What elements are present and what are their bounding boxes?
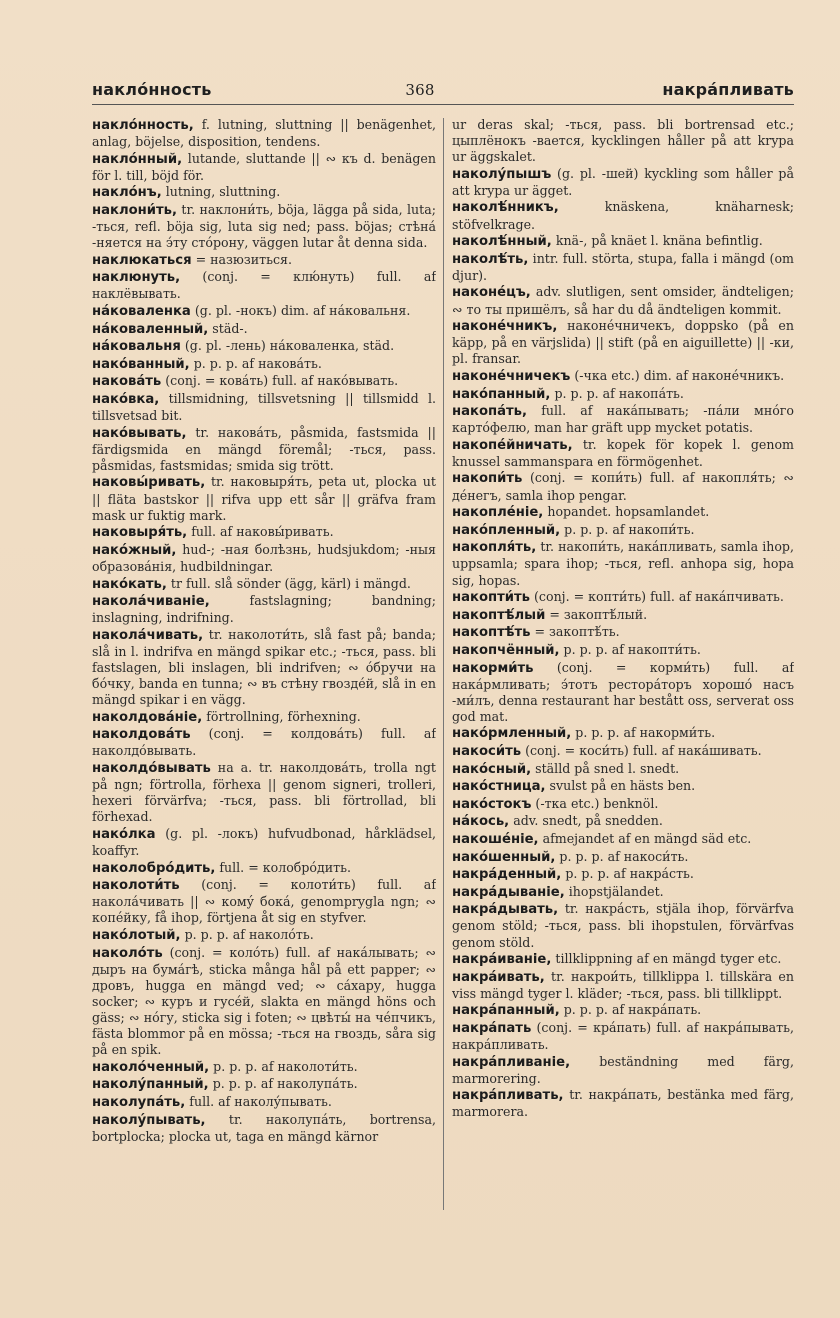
entry-definition: p. p. p. af накрáсть.	[565, 866, 694, 882]
dictionary-entry	[452, 778, 794, 795]
entry-definition: (conj. = крáпать) full. af накрáпывать, накрáпливать.	[452, 1019, 794, 1053]
entry-headword: накрáпливать,	[452, 1088, 564, 1104]
entry-headword: наколáчивать,	[92, 627, 204, 643]
entry-headword: наколѣ́нный,	[452, 234, 552, 250]
entry-headword: наколѣ́ть,	[452, 251, 529, 267]
entry-headword: накоптѣ́ть	[452, 625, 531, 641]
entry-headword: наколу́пывать,	[92, 1112, 206, 1128]
dictionary-entry	[452, 831, 794, 848]
entry-definition: = закоптѣ́ть.	[534, 624, 620, 640]
entry-definition: tr. накрáпать, bestänka med färg, marmorera.	[452, 1087, 794, 1120]
dictionary-entry	[92, 945, 436, 1059]
dictionary-entry	[92, 576, 436, 593]
dictionary-entry	[92, 151, 436, 184]
entry-headword: накóпленный,	[452, 522, 561, 538]
entry-definition: tr. наколупáть, bortrensa, bortplocka; plocka ut, taga en mängd kärnor	[92, 1111, 436, 1144]
entry-definition: = назюзиться.	[195, 251, 292, 267]
column-divider	[443, 118, 444, 1210]
entry-headword: наколдóвывать	[92, 761, 211, 777]
entry-headword: наколу́панный,	[92, 1077, 209, 1093]
dictionary-entry	[92, 593, 436, 626]
page-number: 368	[405, 81, 435, 99]
entry-headword: накопля́ть,	[452, 540, 537, 556]
entry-definition: tr. накопи́ть, накáпливать, samla ihop, uppsamla; spara ihop; -ться, refl. anhopa sig, hopa sig, hopas.	[452, 539, 794, 588]
dictionary-entry	[92, 826, 436, 859]
entry-definition: tr. накрои́ть, tillklippa l. tillskära en viss mängd tyger l. kläder; -ться, pass. bli tillklippt.	[452, 968, 794, 1001]
entry-definition: full. af наколу́пывать.	[189, 1093, 332, 1109]
entry-definition: intr. full. störta, stupa, falla i mängd (om djur).	[452, 250, 794, 283]
entry-headword: накóстокъ	[452, 796, 532, 812]
dictionary-entry	[452, 1054, 794, 1087]
dictionary-entry	[92, 338, 436, 355]
dictionary-entry	[92, 252, 436, 269]
dictionary-entry	[92, 627, 436, 708]
entry-headword: накóкать,	[92, 576, 167, 592]
entry-headword: накóстница,	[452, 779, 546, 795]
entry-headword: накопáть,	[452, 404, 528, 420]
entry-headword: наколупáть,	[92, 1094, 186, 1110]
entry-headword: накоси́ть	[452, 743, 522, 759]
entry-definition: (g. pl. -лень) нáковаленка, städ.	[184, 338, 395, 354]
entry-headword: накóвывать,	[92, 425, 187, 441]
entry-definition: beständning med färg, marmorering.	[452, 1053, 794, 1086]
entry-definition: (conj. = корми́ть) full. af накáрмливать; э́тотъ ресторáторъ хорошó насъ -ми́лъ, denna restaurant har bestått oss, serverat oss god mat.	[452, 659, 794, 724]
dictionary-entry	[92, 391, 436, 424]
dictionary-entry	[452, 522, 794, 539]
entry-definition: knäskena, knäharnesk; stöfvelkrage.	[452, 199, 794, 232]
entry-definition: ställd på sned l. snedt.	[535, 760, 680, 776]
entry-definition: (g. pl. -локъ) hufvudbonad, hårklädsel, koaffyr.	[92, 825, 436, 859]
entry-headword: наколдовáнiе,	[92, 709, 203, 725]
entry-definition: p. p. p. af наколоти́ть.	[213, 1058, 358, 1074]
entry-definition: p. p. p. af накрáпать.	[563, 1002, 702, 1018]
right-column	[452, 117, 794, 1121]
entry-headword: наколоти́ть	[92, 878, 180, 894]
running-header-left: наклóнность	[92, 80, 212, 99]
entry-headword: наконéцъ,	[452, 285, 531, 301]
dictionary-entry	[452, 884, 794, 901]
dictionary-entry	[92, 1059, 436, 1076]
dictionary-entry	[452, 624, 794, 641]
entry-definition: tr. наковыря́ть, peta ut, plocka ut || fläta bastskor || rifva upp ett sår || gräfva fram mask ur fuktig mark.	[92, 474, 436, 523]
entry-definition: tillklippning af en mängd tyger etc.	[555, 951, 782, 967]
dictionary-entry	[452, 1020, 794, 1053]
entry-headword: накрáпанный,	[452, 1003, 560, 1019]
dictionary-entry	[452, 539, 794, 588]
entry-definition: tr. наклони́ть, böja, lägga på sida, luta; -ться, refl. böja sig, luta sig ned; pass. böjas; стѣнá -няется на э́ту стóрону, väggen lutar åt denna sida.	[92, 201, 436, 251]
entry-definition: full. = колобрóдить.	[219, 859, 351, 875]
dictionary-entry	[92, 269, 436, 302]
entry-definition: fastslagning; bandning; inslagning, indrifning.	[92, 593, 436, 626]
entry-headword: нáковаленный,	[92, 321, 209, 337]
dictionary-entry	[452, 951, 794, 968]
dictionary-entry	[92, 425, 436, 474]
dictionary-entry	[92, 860, 436, 877]
running-header-right: накрáпливать	[662, 80, 794, 99]
entry-headword: наколу́пышъ	[452, 166, 552, 182]
entry-definition: p. p. p. af наковáть.	[193, 355, 322, 371]
dictionary-entry	[452, 403, 794, 436]
entry-headword: накрáдывать,	[452, 902, 559, 918]
entry-headword: накрáпать	[452, 1020, 532, 1036]
entry-headword: накóпанный,	[452, 386, 551, 402]
entry-definition: p. p. p. af накорми́ть.	[575, 725, 716, 741]
dictionary-entry	[452, 470, 794, 503]
entry-headword: наковы́ривать,	[92, 475, 206, 491]
dictionary-entry	[92, 373, 436, 390]
entry-headword: накоплéнiе,	[452, 505, 544, 521]
entry-definition: lutande, sluttande || ∾ къ d. benägen för l. till, böjd för.	[92, 150, 436, 183]
entry-definition: (g. pl. -нокъ) dim. af нáковальня.	[194, 303, 411, 319]
entry-headword: накóлка	[92, 826, 156, 842]
entry-definition: (conj. = копи́ть) full. af накопля́ть; ∾ дéнегъ, samla ihop pengar.	[452, 470, 794, 503]
entry-definition: = закоптѣ́лый.	[549, 606, 648, 622]
entry-headword: наконéчничекъ	[452, 368, 571, 384]
entry-definition: full. af накáпывать; -пáли мнóго картóфелю, man har gräft upp mycket potatis.	[452, 403, 794, 436]
entry-headword: наклóнъ,	[92, 185, 162, 201]
entry-headword: наковыря́ть,	[92, 525, 188, 541]
entry-definition: (g. pl. -шей) kyckling som håller på att krypa ur ägget.	[452, 165, 794, 198]
entry-headword: накошéнiе,	[452, 831, 539, 847]
dictionary-entry	[452, 901, 794, 950]
dictionary-entry	[452, 813, 794, 830]
entry-headword: наклони́ть,	[92, 202, 178, 218]
entry-headword: накóсный,	[452, 761, 532, 777]
entry-definition: knä-, på knäet l. knäna befintlig.	[555, 233, 763, 249]
entry-headword: наклóнность,	[92, 118, 194, 133]
entry-headword: наконéчникъ,	[452, 319, 558, 335]
entry-definition: (conj. = колóть) full. af накáлывать; ∾ дыръ на бумáгѣ, sticka många hål på ett papper; ∾ дровъ, hugga en mängd ved; ∾ сáхару, hugga socker; ∾ куръ и гусéй, slakta en mängd höns och gäss; ∾ нóгу, sticka sig i foten; ∾ цвѣты́ на чéпчикъ, fästa blommor på en mössa; -ться на гвоздь, såra sig på en spik.	[92, 944, 436, 1058]
entry-definition: full. af наковы́ривать.	[191, 524, 334, 540]
entry-definition: наконéчничекъ, doppsko (på en käpp, på en värjslida) || stift (på en aiguillette) || -ки, pl. fransar.	[452, 318, 794, 367]
dictionary-entry	[92, 709, 436, 726]
entry-definition: adv. snedt, på snedden.	[513, 813, 663, 829]
entry-headword: накорми́ть	[452, 660, 534, 676]
dictionary-entry	[452, 589, 794, 606]
dictionary-entry	[452, 969, 794, 1002]
entry-headword: наколóть	[92, 945, 163, 961]
entry-definition: lutning, sluttning.	[165, 184, 281, 200]
entry-headword: наколобрóдить,	[92, 860, 216, 876]
dictionary-entry	[92, 117, 436, 150]
entry-definition: städ-.	[212, 320, 248, 336]
dictionary-entry	[92, 726, 436, 759]
entry-definition: tillsmidning, tillsvetsning || tillsmidd l. tillsvetsad bit.	[92, 391, 436, 424]
entry-headword: накрáдыванiе,	[452, 884, 565, 900]
dictionary-entry	[452, 368, 794, 385]
entry-definition: (conj. = колдовáть) full. af наколдóвывать.	[92, 726, 436, 759]
dictionary-entry	[92, 184, 436, 201]
entry-definition: p. p. p. af накопи́ть.	[564, 521, 695, 537]
dictionary-entry	[452, 117, 794, 165]
entry-headword: накопéйничать,	[452, 437, 573, 453]
entry-definition: p. p. p. af наколóть.	[184, 927, 314, 942]
entry-headword: накоптѣ́лый	[452, 607, 546, 623]
entry-headword: наколѣ́нникъ,	[452, 200, 559, 216]
entry-definition: p. p. p. af накопти́ть.	[563, 641, 701, 657]
dictionary-entry	[452, 761, 794, 778]
entry-definition: p. p. p. af наколупáть.	[212, 1076, 358, 1092]
dictionary-entry	[92, 542, 436, 575]
entry-definition: p. p. p. af накоси́ть.	[559, 848, 689, 864]
entry-definition: tr. kopek för kopek l. genom knussel sammanspara en förmögenhet.	[452, 436, 794, 469]
dictionary-entry	[452, 743, 794, 760]
entry-definition: p. p. p. af накопáть.	[554, 385, 684, 401]
entry-definition: на a. tr. наколдовáть, trolla ngt på ngn; förtrolla, förhexa || genom signeri, trolleri, hexeri förvärfva; -ться, pass. bli förtrollad, bli förhexad.	[92, 760, 436, 825]
entry-headword: нáкось,	[452, 814, 510, 830]
dictionary-entry	[92, 760, 436, 825]
entry-definition: (conj. = копти́ть) full. af накáпчивать.	[534, 589, 784, 605]
dictionary-entry	[452, 642, 794, 659]
entry-headword: накóванный,	[92, 356, 190, 372]
dictionary-entry	[452, 1087, 794, 1120]
entry-headword: накопи́ть	[452, 471, 523, 487]
dictionary-entry	[452, 166, 794, 199]
dictionary-entry	[92, 474, 436, 523]
dictionary-entry	[452, 725, 794, 742]
dictionary-entry	[452, 504, 794, 521]
entry-headword: накóлотый,	[92, 928, 181, 943]
entry-headword: накрáпливанiе,	[452, 1054, 571, 1070]
dictionary-entry	[92, 202, 436, 251]
entry-definition: hud-; -ная болѣзнь, hudsjukdom; -ныя образовáнія, hudbildningar.	[92, 541, 436, 574]
entry-headword: наклюкаться	[92, 252, 192, 268]
entry-headword: наколóченный,	[92, 1059, 210, 1075]
entry-headword: накóжный,	[92, 542, 177, 558]
entry-headword: наклóнный,	[92, 151, 183, 167]
entry-definition: tr. наковáть, påsmida, fastsmida || färdigsmida en mängd föremål; -ться, pass. påsmidas, fastsmidas; smida sig trött.	[92, 424, 436, 473]
dictionary-entry	[452, 233, 794, 250]
entry-headword: наковáть	[92, 374, 162, 390]
dictionary-entry	[92, 1094, 436, 1111]
entry-definition: afmejandet af en mängd säd etc.	[542, 830, 752, 846]
dictionary-entry	[452, 607, 794, 624]
dictionary-entry	[452, 866, 794, 883]
dictionary-entry	[452, 284, 794, 317]
entry-definition: tr. наколоти́ть, slå fast på; banda; slå in l. indrifva en mängd spikar etc.; -ться, pass. bli fastslagen, bli inslagen, bli indrifven; ∾ óбручи на бóчку, banda en tunna; ∾ въ стѣну гвоздéй, slå in en mängd spikar i en vägg.	[92, 626, 436, 708]
header-rule	[92, 104, 794, 105]
entry-headword: накóшенный,	[452, 849, 556, 865]
entry-headword: нáковаленка	[92, 304, 191, 320]
dictionary-entry	[92, 524, 436, 541]
dictionary-entry	[452, 1002, 794, 1019]
entry-definition: (-чка etc.) dim. af наконéчникъ.	[574, 367, 785, 383]
entry-definition: (-тка etc.) benknöl.	[535, 795, 659, 811]
entry-headword: наклюнуть,	[92, 270, 181, 286]
entry-headword: накрáденный,	[452, 867, 562, 883]
entry-headword: накóвка,	[92, 392, 160, 407]
entry-headword: накóрмленный,	[452, 726, 572, 742]
entry-definition: förtrollning, förhexning.	[206, 708, 361, 724]
entry-definition: ur deras skal; -ться, pass. bli bortrensad etc.; цыплёнокъ -вается, kycklingen håller på att krypa ur äggskalet.	[452, 117, 794, 165]
entry-definition: ihopstjälandet.	[568, 883, 664, 899]
dictionary-entry	[92, 877, 436, 926]
dictionary-entry	[92, 356, 436, 373]
entry-definition: svulst på en hästs ben.	[549, 778, 696, 794]
dictionary-entry	[452, 849, 794, 866]
entry-headword: накопти́ть	[452, 590, 530, 606]
entry-headword: нáковальня	[92, 339, 181, 355]
dictionary-entry	[92, 1112, 436, 1145]
entry-definition: tr full. slå sönder (ägg, kärl) i mängd.	[170, 575, 411, 591]
entry-headword: наколáчиванiе,	[92, 594, 210, 610]
dictionary-entry	[92, 321, 436, 338]
dictionary-entry	[92, 927, 436, 944]
dictionary-entry	[452, 660, 794, 725]
entry-definition: adv. slutligen, sent omsider, ändteligen; ∾ то ты пришёлъ, så har du då ändteligen kommit.	[452, 284, 794, 317]
entry-headword: накопчённый,	[452, 642, 560, 658]
entry-definition: (conj. = клю́нуть) full. af наклёвывать.	[92, 269, 436, 302]
entry-headword: накрáивать,	[452, 969, 545, 985]
entry-definition: (conj. = колоти́ть) full. af наколáчивать || ∾ комý бокá, genomprygla ngn; ∾ копéйку, få ihop, förtjena åt sig en styfver.	[92, 877, 436, 926]
dictionary-entry	[92, 1076, 436, 1093]
dictionary-entry	[452, 437, 794, 470]
dictionary-entry	[452, 318, 794, 367]
entry-definition: tr. накрáсть, stjäla ihop, förvärfva genom stöld; -ться, pass. bli ihopstulen, förvärfvas genom stöld.	[452, 901, 794, 950]
dictionary-entry	[452, 386, 794, 403]
dictionary-entry	[92, 303, 436, 320]
entry-headword: накрáиванiе,	[452, 952, 552, 968]
entry-definition: hopandet. hopsamlandet.	[547, 504, 710, 520]
entry-definition: f. lutning, sluttning || benägenhet, anlag, böjelse, disposition, tendens.	[92, 117, 436, 150]
dictionary-entry	[452, 199, 794, 232]
left-column	[92, 117, 436, 1145]
dictionary-entry	[452, 251, 794, 284]
entry-definition: (conj. = коси́ть) full. af накáшивать.	[525, 742, 762, 758]
entry-headword: наколдовáть	[92, 727, 191, 743]
entry-definition: (conj. = ковáть) full. af накóвывать.	[165, 373, 399, 389]
dictionary-entry	[452, 796, 794, 813]
